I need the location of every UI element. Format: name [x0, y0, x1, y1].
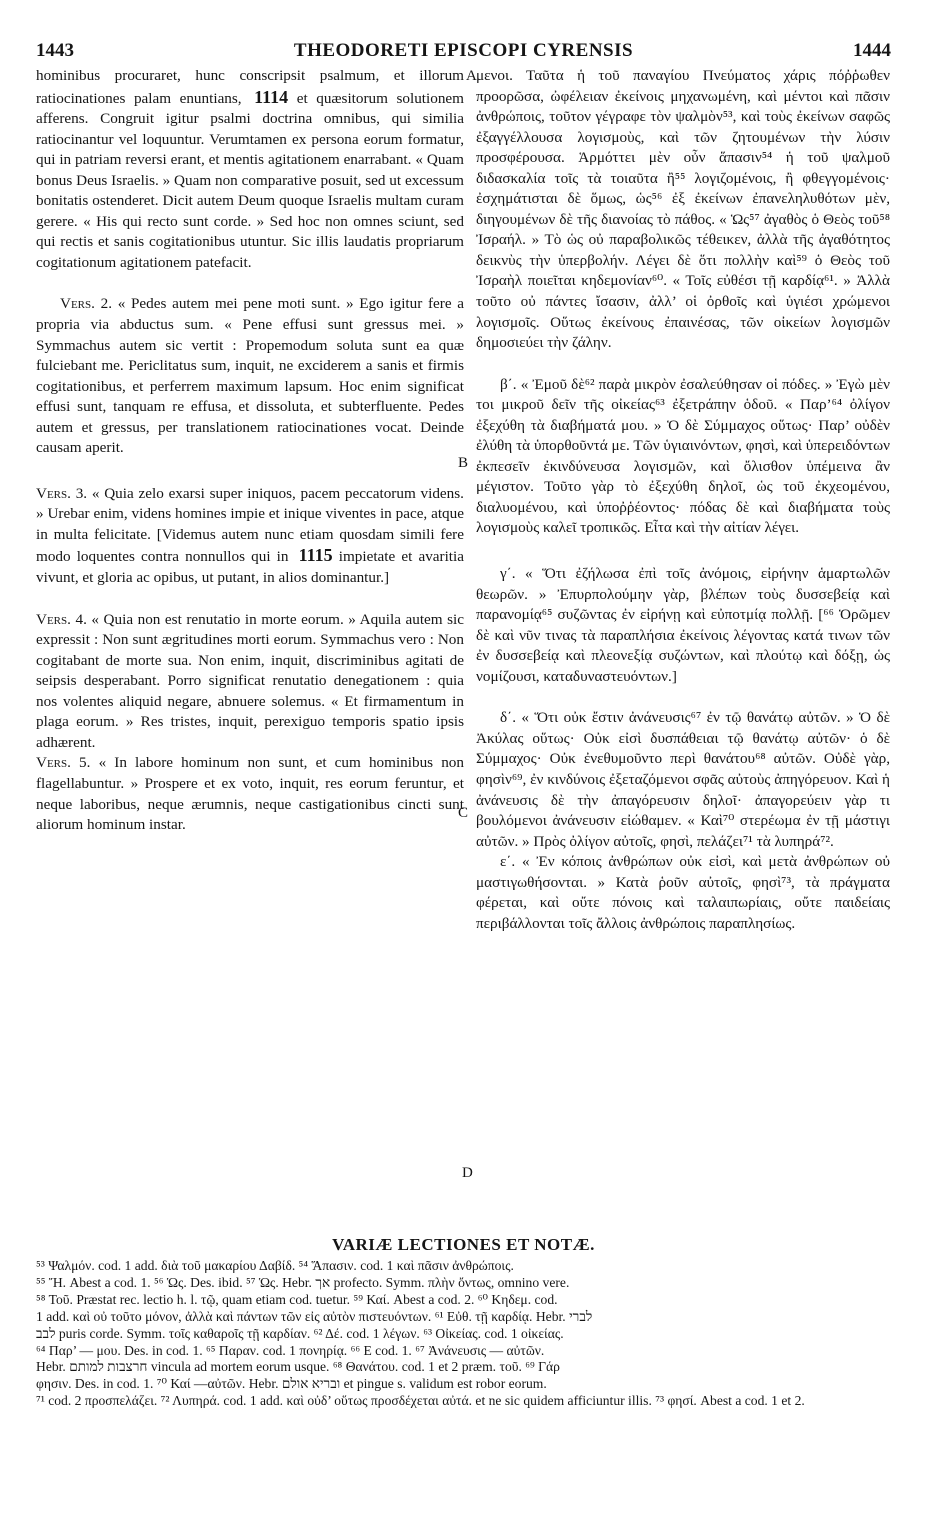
column-reference-1115: 1115	[298, 545, 333, 566]
latin-verse-3-text-cont: impietate et avaritia vivunt, et gloria ac opibus, ut putant, in alios dominantur.]	[36, 548, 464, 587]
latin-verse-5-text: « In labore hominum non sunt, et cum hominibus non flagellabuntur. » Prospere et ex voto, inquit, res eorum feruntur, et neque laboribus, neque ærumnis, neque castigationibus cincti sunt aliorum hominum instar.	[36, 754, 464, 834]
note-line: ⁷¹ cod. 2 προσπελάζει. ⁷² Λυπηρά. cod. 1 add. καὶ οὐδ’ οὕτως προσδέχεται αὐτά. et ne sic quidem afficiuntur illis. ⁷³ φησί. Abest a cod. 1 et 2.	[36, 1393, 805, 1409]
latin-verse-4	[36, 610, 464, 754]
running-title: THEODORETI EPISCOPI CYRENSIS	[293, 40, 634, 61]
greek-verse-3: γ΄. « Ὅτι ἐζήλωσα ἐπὶ τοῖς ἀνόμοις, εἰρήνην ἁμαρτωλῶν θεωρῶν. » Ἐπυρπολούμην γὰρ, βλέπων τοὺς δυσσεβείᾳ καὶ παρανομίᾳ⁶⁵ συζῶντας ἐν εἰρήνῃ καὶ εὐποτμίᾳ πολλῇ. [⁶⁶ Ὁρῶμεν δὲ καὶ νῦν τινας τὰ παραπλήσια ἐκείνοις λέγοντας κατά τινων τῶν ἐν δυσσεβείᾳ καὶ πλεονεξίᾳ συζώντων, καὶ πλούτῳ καὶ δόξῃ, ὡς νομίζουσι, καταδυναστευόντων.]	[476, 565, 890, 685]
variant-readings-notes	[36, 1258, 891, 1410]
note-line: ⁵⁸ Τοῦ. Præstat rec. lectio h. l. τῷ, quam etiam cod. tuetur. ⁵⁹ Καί. Abest a cod. 2. ⁶⁰ Κηδεμ. cod.	[36, 1291, 558, 1307]
latin-intro-text-cont: et quæsitorum solutionem afferens. Congruit igitur psalmi doctrina omnibus, qui similia ratiocinantur vel loquuntur. Verumtamen ex persona eorum formatur, qui in patriam reversi erant, et mentis agitationem enarrabant. « Quam bonus Deus Israelis. » Quam non comparative posuit, sed ut excessum bonitatis ostenderet. Dicit autem Deum quoque Israelis multam curam gerere. « His qui recto sunt corde. » Sed hoc non omnes sciunt, sed qui rectis et sanis cogitationibus utuntur. Sic illis laudatis propriarum cogitationum agitationem patefacit.	[36, 89, 464, 271]
latin-paragraph-intro	[36, 66, 464, 273]
greek-paragraph-intro: μενοι. Ταῦτα ἡ τοῦ παναγίου Πνεύματος χάρις πόῤῥωθεν προορῶσα, ὠφέλειαν ἐκείνοις μηχανωμένη, καὶ μέντοι καὶ πᾶσιν ἀνθρώποις, τοῦτον γέγραφε τὸν ψαλμὸν⁵³, καὶ τοὺς ἐκείνων σαφῶς ἐξαγγέλλουσα λογισμοὺς, καὶ τῶν ζητουμένων τὴν λύσιν προσφέρουσα. Ἁρμόττει μὲν οὖν ἅπασιν⁵⁴ ἡ τοῦ ψαλμοῦ διδασκαλία τοῖς τὰ τοιαῦτα ἢ⁵⁵ λογιζομένοις, ἢ φθεγγομένοις· ἐσχημάτισται δὲ ὅμως, ὡς⁵⁶ ἐξ ἐκείνων ἐπανεληλυθότων μὲν, διηγουμένων δὲ τῆς διανοίας τὸ πάθος. « Ὡς⁵⁷ ἀγαθὸς ὁ Θεὸς τοῦ⁵⁸ Ἰσραήλ. » Τὸ ὡς οὐ παραβολικῶς τέθεικεν, ἀλλὰ τῆς ἀγαθότητος δεικνὺς τὴν ὑπερβολήν. Λέγει δὲ ὅτι πολλὴν καὶ⁵⁹ ὁ Θεὸς τοῦ Ἰσραὴλ ποιεῖται κηδεμονίαν⁶⁰. « Τοῖς εὐθέσι τῇ καρδίᾳ⁶¹. » Ἀλλὰ τοῦτο οὐ πάντες ἴσασιν, ἀλλ’ οἱ ὀρθοῖς καὶ ὑγιέσι χρώμενοι λογισμοῖς. Οὕτως ἐκείνους ἐπαινέσας, τῶν οἰκείων λογισμῶν δημοσιεύει τὴν ζάλην.	[476, 67, 890, 352]
margin-letter-c: C	[458, 805, 469, 821]
latin-verse-3	[36, 484, 464, 589]
verse-label: Vers. 2.	[60, 295, 113, 313]
greek-verse-5: ε΄. « Ἐν κόποις ἀνθρώπων οὐκ εἰσὶ, καὶ μετὰ ἀνθρώπων οὐ μαστιγωθήσονται. » Κατὰ ῥοῦν αὐτοῖς, φησὶ⁷³, τὰ πράγματα φέρεται, καὶ οὔτε πόνοις καὶ ταλαιπωρίαις, οὔτε παιδείαις περιβάλλονται τοῖς ἄλλοις ἀνθρώποις παραπλησίως.	[476, 853, 890, 932]
note-line: ⁵⁵ Ἤ. Abest a cod. 1. ⁵⁶ Ὡς. Des. ibid. ⁵⁷ Ὡς. Hebr. אך profecto. Symm. πλὴν ὄντως, omnino vere.	[36, 1274, 570, 1290]
note-line: ⁶⁴ Παρ’ — μου. Des. in cod. 1. ⁶⁵ Παραν. cod. 1 πονηρίᾳ. ⁶⁶ E cod. 1. ⁶⁷ Ἀνάνευσις — αὐτῶν.	[36, 1342, 545, 1358]
margin-letter-d: D	[462, 1165, 473, 1181]
verse-label: Vers. 5.	[36, 754, 91, 772]
note-line: 1 add. καὶ οὐ τοῦτο μόνον, ἀλλὰ καὶ πάντων τῶν εἰς αὐτὸν πιστευόντων. ⁶¹ Εὐθ. τῇ καρδίᾳ. Hebr. לברי	[36, 1308, 593, 1324]
latin-verse-2-text: « Pedes autem mei pene moti sunt. » Ego igitur fere a propria via abductus sum. « Pene effusi sunt gressus mei. » Symmachus autem sic vertit : Propemodum soluta sunt ea quæ fulciebant me. Periclitatus sum, inquit, ne exciderem a sanis et firmis cogitationibus, et perferrem maximum lapsum. Hoc enim significat effusi sunt, tanquam re effusa, et dissoluta, et subterfluente. Pedes autem et gressus, per translationem ratiocinationes vocat. Deinde causam aperit.	[36, 295, 464, 457]
note-line: לבב puris corde. Symm. τοῖς καθαροῖς τῇ καρδίαν. ⁶² Δέ. cod. 1 λέγων. ⁶³ Οἰκείας. cod. 1 οἰκείας.	[36, 1325, 564, 1341]
column-reference-1114: 1114	[254, 86, 289, 107]
verse-label: Vers. 4.	[36, 610, 87, 628]
latin-verse-3-text: « Quia zelo exarsi super iniquos, pacem peccatorum videns. » Urebar enim, videns homines impie et inique viventes in pace, atque in multa felicitate. [Videmus autem nunc etiam quosdam simili fere modo loquentes contra nonnullos qui in	[36, 484, 464, 566]
note-line: φησιν. Des. in cod. 1. ⁷⁰ Καί —αὐτῶν. Hebr. ובריא אולם et pingue s. validum est robor eorum.	[36, 1376, 547, 1392]
latin-verse-4-text: « Quia non est renutatio in morte eorum. » Aquila autem sic expressit : Non sunt ægritudines morti eorum. Symmachus vero : Non cogitabant de morte sua. Non enim, inquit, discriminibus agitati de seipsis desperabant. Porro significat renutatio denegationem : quia nos volentes aliquid negare, abnuere solemus. « Et firmamentum in plaga eorum. » Res tristes, inquit, perexiguo temporis spatio ipsis adhærent.	[36, 610, 464, 751]
latin-column	[36, 66, 464, 836]
margin-letter-a: A	[466, 68, 477, 84]
verse-label: Vers. 3.	[36, 484, 88, 502]
latin-verse-5	[36, 753, 464, 835]
latin-verse-2	[36, 294, 464, 458]
page-number-left: 1443	[36, 40, 74, 61]
greek-column	[476, 66, 890, 934]
page-header	[36, 40, 891, 64]
greek-verse-2: β΄. « Ἐμοῦ δὲ⁶² παρὰ μικρὸν ἐσαλεύθησαν οἱ πόδες. » Ἐγὼ μὲν τοι μικροῦ δεῖν τῆς οἰκείας⁶³ ἐξετράπην ὁδοῦ. « Παρ’⁶⁴ ὀλίγον ἐξεχύθη τὰ διαβήματά μου. » Ὁ δὲ Σύμμαχος οὕτως· Παρ’ οὐδὲν ἐλύθη τὰ ὑπορθοῦντά με. Τῶν ὑγιαινόντων, φησὶ, καὶ ὑπερειδόντων ἐκπεσεῖν ἐκινδύνευσα λογισμῶν, καὶ ὄλισθον ὑπέμεινα ἂν μέγιστον. Τοῦτο γὰρ τὸ ἐξεχύθη δηλοῖ, ὡς τοῦ ἐκχεομένου, διαλυομένου, καὶ ὑποῤῥέοντος· πόδας δὲ καὶ διαβήματα τοὺς λογισμοὺς καλεῖ τροπικῶς. Εἶτα καὶ τὴν αἰτίαν λέγει.	[476, 375, 890, 537]
note-line: Hebr. חרצבות למותם vincula ad mortem eorum usque. ⁶⁸ Θανάτου. cod. 1 et 2 præm. τοῦ. ⁶⁹ Γάρ	[36, 1359, 560, 1375]
notes-heading: VARIÆ LECTIONES ET NOTÆ.	[332, 1235, 595, 1254]
note-line: ⁵³ Ψαλμόν. cod. 1 add. διὰ τοῦ μακαρίου Δαβίδ. ⁵⁴ Ἅπασιν. cod. 1 καὶ πᾶσιν ἀνθρώποις.	[36, 1258, 514, 1273]
margin-letter-b: B	[458, 455, 469, 471]
latin-intro-text: hominibus procuraret, hunc conscripsit psalmum, et illorum ratiocinationes palam enuntians,	[36, 67, 464, 107]
page-number-right: 1444	[853, 40, 891, 61]
greek-verse-4: δ΄. « Ὅτι οὐκ ἔστιν ἀνάνευσις⁶⁷ ἐν τῷ θανάτῳ αὐτῶν. » Ὁ δὲ Ἀκύλας οὕτως· Οὐκ εἰσὶ δυσπάθειαι τῷ θανάτῳ αὐτῶν· ὁ δὲ Σύμμαχος· Οὐκ ἐνεθυμοῦντο περὶ θανάτου⁶⁸ αὐτῶν. Οὐδὲ γὰρ, φησὶν⁶⁹, ἐν κινδύνοις ἐξεταζόμενοι σφᾶς αὐτοὺς ἀπηγόρευον. Καὶ ἡ ἀνάνευσις δὲ τὴν ἀπαγόρευσιν δηλοῖ· ἀπαγορεύειν γὰρ τι βουλόμενοι ἀνάνευσιν εἰώθαμεν. « Καὶ⁷⁰ στερέωμα ἐν τῇ μάστιγι αὐτῶν. » Πρὸς ὀλίγον αὐτοῖς, φησὶ, πελάζει⁷¹ τὰ λυπηρά⁷².	[476, 709, 890, 850]
